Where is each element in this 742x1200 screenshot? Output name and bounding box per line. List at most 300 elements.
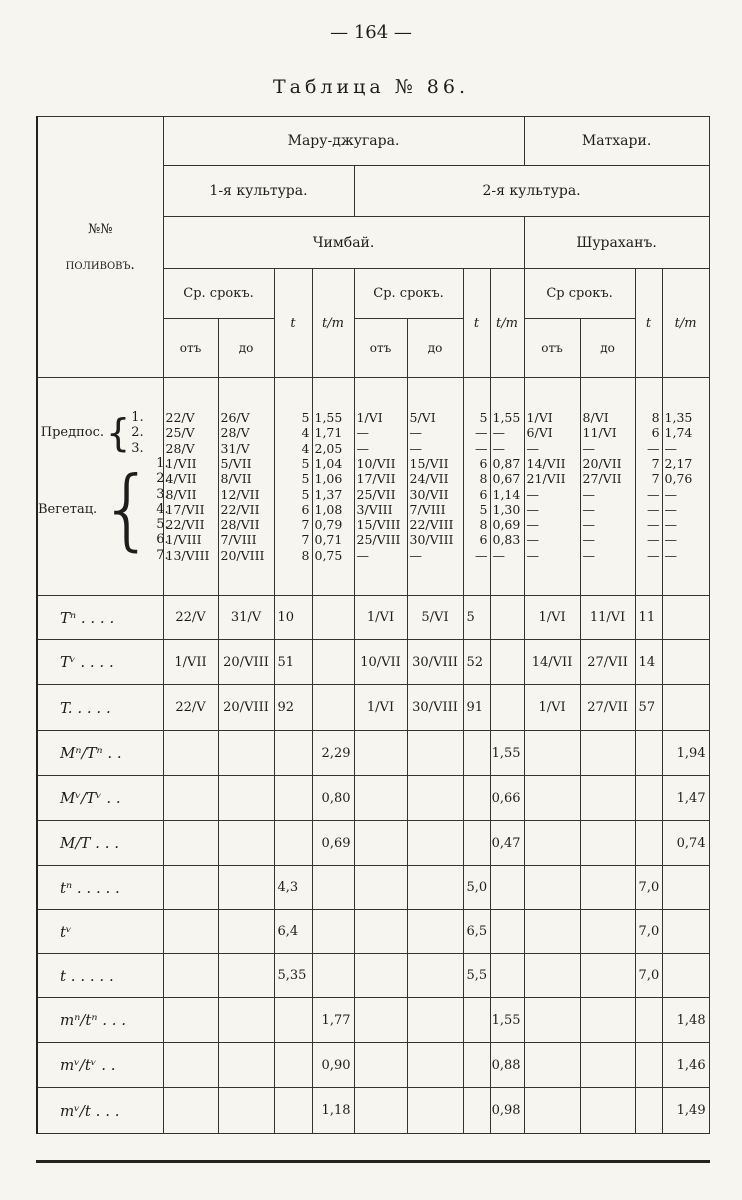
col-tm-c1: t/m bbox=[312, 269, 354, 378]
summary-cell: 22/V bbox=[163, 596, 218, 640]
irrigation-value: 30/VII bbox=[409, 486, 449, 502]
irrigation-value: 25/VIII bbox=[356, 532, 401, 548]
summary-cell bbox=[274, 1088, 312, 1134]
irrigation-value: — bbox=[526, 547, 540, 563]
summary-cell bbox=[407, 731, 463, 776]
summary-cell bbox=[354, 1088, 407, 1134]
col-do-b: до bbox=[580, 319, 635, 378]
irrigation-value: — bbox=[582, 501, 596, 517]
table-bottom-rule bbox=[36, 1160, 710, 1163]
irrigation-value: 5 bbox=[301, 471, 310, 487]
irrigation-value: 5 bbox=[479, 410, 488, 426]
irrigation-value: 25/VII bbox=[356, 486, 396, 502]
summary-cell bbox=[354, 866, 407, 910]
summary-cell bbox=[312, 640, 354, 685]
summary-row bbox=[37, 821, 709, 866]
irrigation-col-c2-tm bbox=[490, 378, 524, 596]
summary-cell bbox=[524, 1043, 580, 1088]
irrigation-value: 5/VI bbox=[409, 410, 436, 426]
irrigation-value: 8/VII bbox=[165, 486, 197, 502]
irrigation-value: 0,83 bbox=[492, 532, 521, 548]
summary-row-label: Mⁿ/Tⁿ . . bbox=[37, 731, 163, 776]
irrigation-value: 4 bbox=[301, 425, 310, 441]
col-do-c2: до bbox=[407, 319, 463, 378]
irrigation-value: 17/VII bbox=[356, 471, 396, 487]
summary-row-label: Mᵛ/Tᵛ . . bbox=[37, 776, 163, 821]
irrigation-value: 6 bbox=[301, 501, 310, 517]
irrigation-value: 8/VII bbox=[220, 471, 252, 487]
irrigation-value: 4/VII bbox=[165, 471, 197, 487]
summary-cell bbox=[407, 866, 463, 910]
culture-2: 2-я культура. bbox=[354, 166, 709, 217]
summary-cell bbox=[463, 731, 490, 776]
irrigation-value: 1/VIII bbox=[165, 532, 202, 548]
irrigation-value: — bbox=[664, 532, 678, 548]
irrigation-value: 25/V bbox=[165, 425, 195, 441]
summary-cell: 1,77 bbox=[312, 998, 354, 1043]
summary-cell: 30/VIII bbox=[407, 685, 463, 731]
summary-cell bbox=[407, 821, 463, 866]
irrigation-value: — bbox=[409, 547, 422, 563]
summary-cell bbox=[274, 998, 312, 1043]
irrigation-value: — bbox=[356, 440, 369, 456]
summary-cell: 0,98 bbox=[490, 1088, 524, 1134]
summary-cell: 0,74 bbox=[662, 821, 709, 866]
irrigation-value: 26/V bbox=[220, 410, 250, 426]
irrigation-value: — bbox=[664, 501, 678, 517]
summary-row bbox=[37, 640, 709, 685]
summary-cell bbox=[218, 731, 274, 776]
summary-cell bbox=[407, 776, 463, 821]
irrigation-number: 7. bbox=[156, 547, 169, 563]
irrigation-number: 6. bbox=[156, 532, 169, 548]
corner-header-line2: поливовъ. bbox=[65, 256, 135, 273]
summary-cell bbox=[163, 731, 218, 776]
summary-cell: 6,5 bbox=[463, 910, 490, 954]
irrigation-value: — bbox=[492, 440, 505, 456]
summary-cell bbox=[218, 821, 274, 866]
summary-row-label: tⁿ . . . . . bbox=[37, 866, 163, 910]
irrigation-value: 2,05 bbox=[314, 440, 343, 456]
summary-cell: 11/VI bbox=[580, 596, 635, 640]
irrigation-value: 0,69 bbox=[492, 517, 521, 533]
irrigation-value: 0,75 bbox=[314, 547, 343, 563]
summary-cell: 14/VII bbox=[524, 640, 580, 685]
culture-1: 1-я культура. bbox=[163, 166, 354, 217]
summary-cell: 7,0 bbox=[635, 910, 662, 954]
summary-cell bbox=[524, 998, 580, 1043]
summary-cell: 1,94 bbox=[662, 731, 709, 776]
irrigation-value: 6 bbox=[651, 425, 660, 441]
summary-cell bbox=[354, 910, 407, 954]
irrigation-value: 20/VIII bbox=[220, 547, 265, 563]
summary-cell bbox=[218, 910, 274, 954]
summary-cell bbox=[490, 954, 524, 998]
summary-row bbox=[37, 685, 709, 731]
irrigation-value: — bbox=[475, 425, 488, 441]
irrigation-value: 24/VII bbox=[409, 471, 449, 487]
irrigation-col-c1-tm bbox=[312, 378, 354, 596]
summary-cell: 22/V bbox=[163, 685, 218, 731]
summary-cell bbox=[662, 866, 709, 910]
irrigation-value: 0,76 bbox=[664, 471, 693, 487]
summary-cell bbox=[662, 596, 709, 640]
summary-cell bbox=[163, 910, 218, 954]
irrigation-col-c2-from bbox=[354, 378, 407, 596]
summary-cell bbox=[163, 1043, 218, 1088]
summary-cell: 51 bbox=[274, 640, 312, 685]
irrigation-value: 5/VII bbox=[220, 455, 252, 471]
irrigation-value: 21/VII bbox=[526, 471, 566, 487]
irrigation-value: — bbox=[664, 440, 678, 456]
irrigation-value: 0,87 bbox=[492, 455, 521, 471]
irrigation-col-c1-t bbox=[274, 378, 312, 596]
irrigation-value: 10/VII bbox=[356, 455, 396, 471]
irrigation-col-c2-to bbox=[407, 378, 463, 596]
irrigation-value: 7 bbox=[651, 455, 660, 471]
group-predpos-nums bbox=[131, 410, 143, 456]
summary-cell: 1/VI bbox=[354, 685, 407, 731]
brace-icon: { bbox=[106, 410, 131, 455]
irrigation-value: 20/VII bbox=[582, 455, 622, 471]
summary-cell bbox=[163, 776, 218, 821]
irrigation-value: — bbox=[582, 517, 596, 533]
irrigation-value: — bbox=[582, 440, 596, 456]
irrigation-value: 5 bbox=[301, 455, 310, 471]
brace-icon: { bbox=[99, 457, 156, 561]
irrigation-value: 15/VIII bbox=[356, 517, 401, 533]
irrigation-value: 1,55 bbox=[314, 410, 343, 426]
summary-cell: 1/VII bbox=[163, 640, 218, 685]
irrigation-value: — bbox=[409, 425, 422, 441]
summary-cell bbox=[218, 1088, 274, 1134]
summary-row bbox=[37, 910, 709, 954]
irrigation-value: 30/VIII bbox=[409, 532, 454, 548]
group-predpos bbox=[38, 410, 163, 456]
irrigation-value: 31/V bbox=[220, 440, 250, 456]
col-ot-c1: отъ bbox=[163, 319, 218, 378]
summary-row bbox=[37, 731, 709, 776]
summary-cell: 20/VIII bbox=[218, 685, 274, 731]
summary-cell: 1/VI bbox=[354, 596, 407, 640]
station-mary-dzhugara: Мару-джугара. bbox=[163, 117, 524, 166]
summary-cell bbox=[635, 1088, 662, 1134]
summary-cell bbox=[312, 596, 354, 640]
col-tm-b: t/m bbox=[662, 269, 709, 378]
irrigation-value: 5 bbox=[301, 410, 310, 426]
summary-cell bbox=[580, 731, 635, 776]
summary-cell bbox=[354, 998, 407, 1043]
summary-row-label: Tⁿ . . . . bbox=[37, 596, 163, 640]
irrigation-value: 15/VII bbox=[409, 455, 449, 471]
irrigation-number: 3. bbox=[131, 440, 144, 456]
summary-row bbox=[37, 596, 709, 640]
summary-cell: 1,55 bbox=[490, 998, 524, 1043]
summary-cell bbox=[662, 910, 709, 954]
summary-cell bbox=[354, 954, 407, 998]
irrigation-value: 7 bbox=[651, 471, 660, 487]
irrigation-number: 4. bbox=[156, 501, 169, 517]
irrigation-col-b-from bbox=[524, 378, 580, 596]
sr-srok-b: Ср срокъ. bbox=[524, 269, 635, 319]
irrigation-value: — bbox=[664, 547, 678, 563]
summary-cell bbox=[524, 866, 580, 910]
irrigation-value: 14/VII bbox=[526, 455, 566, 471]
data-table bbox=[36, 116, 710, 1134]
summary-cell bbox=[490, 640, 524, 685]
summary-row bbox=[37, 1088, 709, 1134]
summary-row bbox=[37, 954, 709, 998]
irrigation-number: 2. bbox=[131, 425, 144, 441]
summary-cell: 0,66 bbox=[490, 776, 524, 821]
irrigation-number: 3. bbox=[156, 486, 169, 502]
summary-cell bbox=[635, 821, 662, 866]
irrigation-value: 5 bbox=[479, 501, 488, 517]
irrigation-value: 1,37 bbox=[314, 486, 343, 502]
summary-cell: 1/VI bbox=[524, 685, 580, 731]
col-t-c2: t bbox=[463, 269, 490, 378]
col-t-b: t bbox=[635, 269, 662, 378]
summary-cell: 10 bbox=[274, 596, 312, 640]
irrigation-value: 6 bbox=[479, 455, 488, 471]
summary-row bbox=[37, 866, 709, 910]
summary-cell: 1,18 bbox=[312, 1088, 354, 1134]
summary-cell: 5/VI bbox=[407, 596, 463, 640]
summary-cell bbox=[163, 998, 218, 1043]
irrigation-value: 1,08 bbox=[314, 501, 343, 517]
irrigation-value: — bbox=[526, 532, 540, 548]
irrigation-col-c1-from bbox=[163, 378, 218, 596]
summary-cell: 1,46 bbox=[662, 1043, 709, 1088]
irrigation-value: 0,67 bbox=[492, 471, 521, 487]
irrigation-value: 6/VI bbox=[526, 425, 553, 441]
summary-cell bbox=[163, 1088, 218, 1134]
summary-cell bbox=[312, 685, 354, 731]
irrigation-value: 1,74 bbox=[664, 425, 693, 441]
summary-cell bbox=[274, 821, 312, 866]
irrigation-value: — bbox=[582, 547, 596, 563]
summary-cell: 52 bbox=[463, 640, 490, 685]
summary-cell: 27/VII bbox=[580, 640, 635, 685]
summary-row bbox=[37, 1043, 709, 1088]
summary-row-label: mⁿ/tⁿ . . . bbox=[37, 998, 163, 1043]
irrigation-value: 22/VII bbox=[220, 501, 260, 517]
irrigation-value: 1,04 bbox=[314, 455, 343, 471]
summary-cell: 1/VI bbox=[524, 596, 580, 640]
summary-cell bbox=[354, 776, 407, 821]
summary-cell bbox=[490, 596, 524, 640]
summary-cell bbox=[580, 776, 635, 821]
summary-cell: 91 bbox=[463, 685, 490, 731]
summary-cell: 0,80 bbox=[312, 776, 354, 821]
summary-cell bbox=[524, 776, 580, 821]
summary-cell bbox=[163, 821, 218, 866]
irrigation-value: 28/V bbox=[220, 425, 250, 441]
irrigation-value: 12/VII bbox=[220, 486, 260, 502]
summary-cell: 92 bbox=[274, 685, 312, 731]
summary-cell bbox=[354, 731, 407, 776]
summary-cell bbox=[580, 998, 635, 1043]
group-name: Предпос. bbox=[40, 425, 104, 441]
summary-cell bbox=[163, 954, 218, 998]
irrigation-value: — bbox=[664, 517, 678, 533]
irrigation-value: 1,14 bbox=[492, 486, 521, 502]
summary-cell bbox=[407, 1043, 463, 1088]
irrigation-value: — bbox=[526, 501, 540, 517]
irrigation-value: — bbox=[647, 532, 660, 548]
summary-cell bbox=[580, 954, 635, 998]
summary-cell: 0,69 bbox=[312, 821, 354, 866]
summary-cell: 14 bbox=[635, 640, 662, 685]
irrigation-value: 0,71 bbox=[314, 532, 343, 548]
irrigation-value: 1,55 bbox=[492, 410, 521, 426]
irrigation-value: — bbox=[647, 517, 660, 533]
irrigation-value: 6 bbox=[479, 532, 488, 548]
summary-cell: 11 bbox=[635, 596, 662, 640]
summary-cell bbox=[524, 1088, 580, 1134]
irrigation-value: 6 bbox=[479, 486, 488, 502]
irrigation-value: — bbox=[647, 486, 660, 502]
sr-srok-c1: Ср. срокъ. bbox=[163, 269, 274, 319]
sr-srok-c2: Ср. срокъ. bbox=[354, 269, 463, 319]
summary-cell bbox=[312, 954, 354, 998]
summary-cell bbox=[274, 776, 312, 821]
irrigation-value: — bbox=[475, 547, 488, 563]
irrigation-block bbox=[37, 378, 709, 596]
summary-cell: 5,35 bbox=[274, 954, 312, 998]
irrigation-col-b-t bbox=[635, 378, 662, 596]
summary-row-label: M/T . . . bbox=[37, 821, 163, 866]
irrigation-value: 8 bbox=[301, 547, 310, 563]
summary-row-label: Tᵛ . . . . bbox=[37, 640, 163, 685]
summary-row-label: tᵛ bbox=[37, 910, 163, 954]
irrigation-value: — bbox=[356, 547, 369, 563]
irrigation-value: 1/VI bbox=[526, 410, 553, 426]
irrigation-value: — bbox=[409, 440, 422, 456]
summary-cell: 7,0 bbox=[635, 866, 662, 910]
summary-cell bbox=[463, 1088, 490, 1134]
irrigation-value: 11/VI bbox=[582, 425, 617, 441]
summary-row bbox=[37, 776, 709, 821]
summary-cell: 1,49 bbox=[662, 1088, 709, 1134]
irrigation-value: 17/VII bbox=[165, 501, 205, 517]
irrigation-value: 1,06 bbox=[314, 471, 343, 487]
corner-header-line1: №№ bbox=[87, 221, 113, 237]
summary-row-label: mᵛ/tᵛ . . bbox=[37, 1043, 163, 1088]
col-tm-c2: t/m bbox=[490, 269, 524, 378]
summary-cell bbox=[218, 1043, 274, 1088]
summary-cell: 0,90 bbox=[312, 1043, 354, 1088]
summary-cell bbox=[662, 640, 709, 685]
irrigation-value: 0,79 bbox=[314, 517, 343, 533]
irrigation-value: 3/VIII bbox=[356, 501, 393, 517]
summary-cell: 5 bbox=[463, 596, 490, 640]
summary-cell: 2,29 bbox=[312, 731, 354, 776]
summary-row-label: T. . . . . bbox=[37, 685, 163, 731]
irrigation-col-c1-to bbox=[218, 378, 274, 596]
irrigation-value: — bbox=[526, 517, 540, 533]
irrigation-value: 8 bbox=[479, 471, 488, 487]
irrigation-value: 1,71 bbox=[314, 425, 343, 441]
table-title: Таблица № 86. bbox=[273, 76, 469, 98]
summary-cell: 1,48 bbox=[662, 998, 709, 1043]
summary-cell: 0,47 bbox=[490, 821, 524, 866]
station-matkhari: Матхари. bbox=[524, 117, 709, 166]
irrigation-number: 1. bbox=[156, 455, 169, 471]
irrigation-value: — bbox=[492, 547, 505, 563]
irrigation-value: — bbox=[526, 486, 540, 502]
summary-cell: 27/VII bbox=[580, 685, 635, 731]
summary-cell bbox=[218, 866, 274, 910]
irrigation-value: — bbox=[582, 486, 596, 502]
summary-cell: 1,47 bbox=[662, 776, 709, 821]
summary-cell bbox=[312, 866, 354, 910]
summary-cell bbox=[524, 954, 580, 998]
place-chimbai: Чимбай. bbox=[163, 217, 524, 269]
irrigation-value: — bbox=[356, 425, 369, 441]
irrigation-value: 22/V bbox=[165, 410, 195, 426]
irrigation-value: 7/VIII bbox=[409, 501, 446, 517]
col-do-c1: до bbox=[218, 319, 274, 378]
summary-cell bbox=[662, 954, 709, 998]
summary-cell bbox=[490, 685, 524, 731]
summary-cell bbox=[524, 731, 580, 776]
summary-cell bbox=[580, 866, 635, 910]
summary-cell bbox=[274, 731, 312, 776]
summary-cell bbox=[163, 866, 218, 910]
irrigation-number: 2. bbox=[156, 471, 169, 487]
irrigation-value: 2,17 bbox=[664, 455, 693, 471]
irrigation-value: — bbox=[475, 440, 488, 456]
irrigation-col-b-tm bbox=[662, 378, 709, 596]
irrigation-value: 5 bbox=[301, 486, 310, 502]
group-name: Вегетац. bbox=[38, 501, 98, 517]
summary-cell bbox=[354, 1043, 407, 1088]
summary-cell bbox=[635, 731, 662, 776]
summary-cell bbox=[490, 910, 524, 954]
irrigation-value: 27/VII bbox=[582, 471, 622, 487]
summary-cell bbox=[580, 1088, 635, 1134]
summary-cell: 0,88 bbox=[490, 1043, 524, 1088]
irrigation-value: 1,30 bbox=[492, 501, 521, 517]
summary-cell: 31/V bbox=[218, 596, 274, 640]
summary-cell: 5,5 bbox=[463, 954, 490, 998]
summary-cell bbox=[354, 821, 407, 866]
irrigation-value: — bbox=[664, 486, 678, 502]
summary-cell bbox=[662, 685, 709, 731]
summary-cell bbox=[463, 998, 490, 1043]
irrigation-value: 1/VI bbox=[356, 410, 383, 426]
irrigation-value: 1/VII bbox=[165, 455, 197, 471]
summary-cell: 57 bbox=[635, 685, 662, 731]
summary-cell bbox=[274, 1043, 312, 1088]
summary-cell: 7,0 bbox=[635, 954, 662, 998]
summary-cell bbox=[218, 998, 274, 1043]
summary-cell bbox=[407, 910, 463, 954]
irrigation-value: 4 bbox=[301, 440, 310, 456]
summary-cell bbox=[463, 821, 490, 866]
irrigation-value: 7 bbox=[301, 532, 310, 548]
summary-cell bbox=[218, 954, 274, 998]
irrigation-col-b-to bbox=[580, 378, 635, 596]
irrigation-value: 28/VII bbox=[220, 517, 260, 533]
summary-cell: 20/VIII bbox=[218, 640, 274, 685]
corner-header bbox=[37, 117, 163, 378]
summary-cell bbox=[407, 1088, 463, 1134]
irrigation-value: 7 bbox=[301, 517, 310, 533]
summary-cell bbox=[463, 776, 490, 821]
page-number: — 164 — bbox=[330, 22, 412, 43]
